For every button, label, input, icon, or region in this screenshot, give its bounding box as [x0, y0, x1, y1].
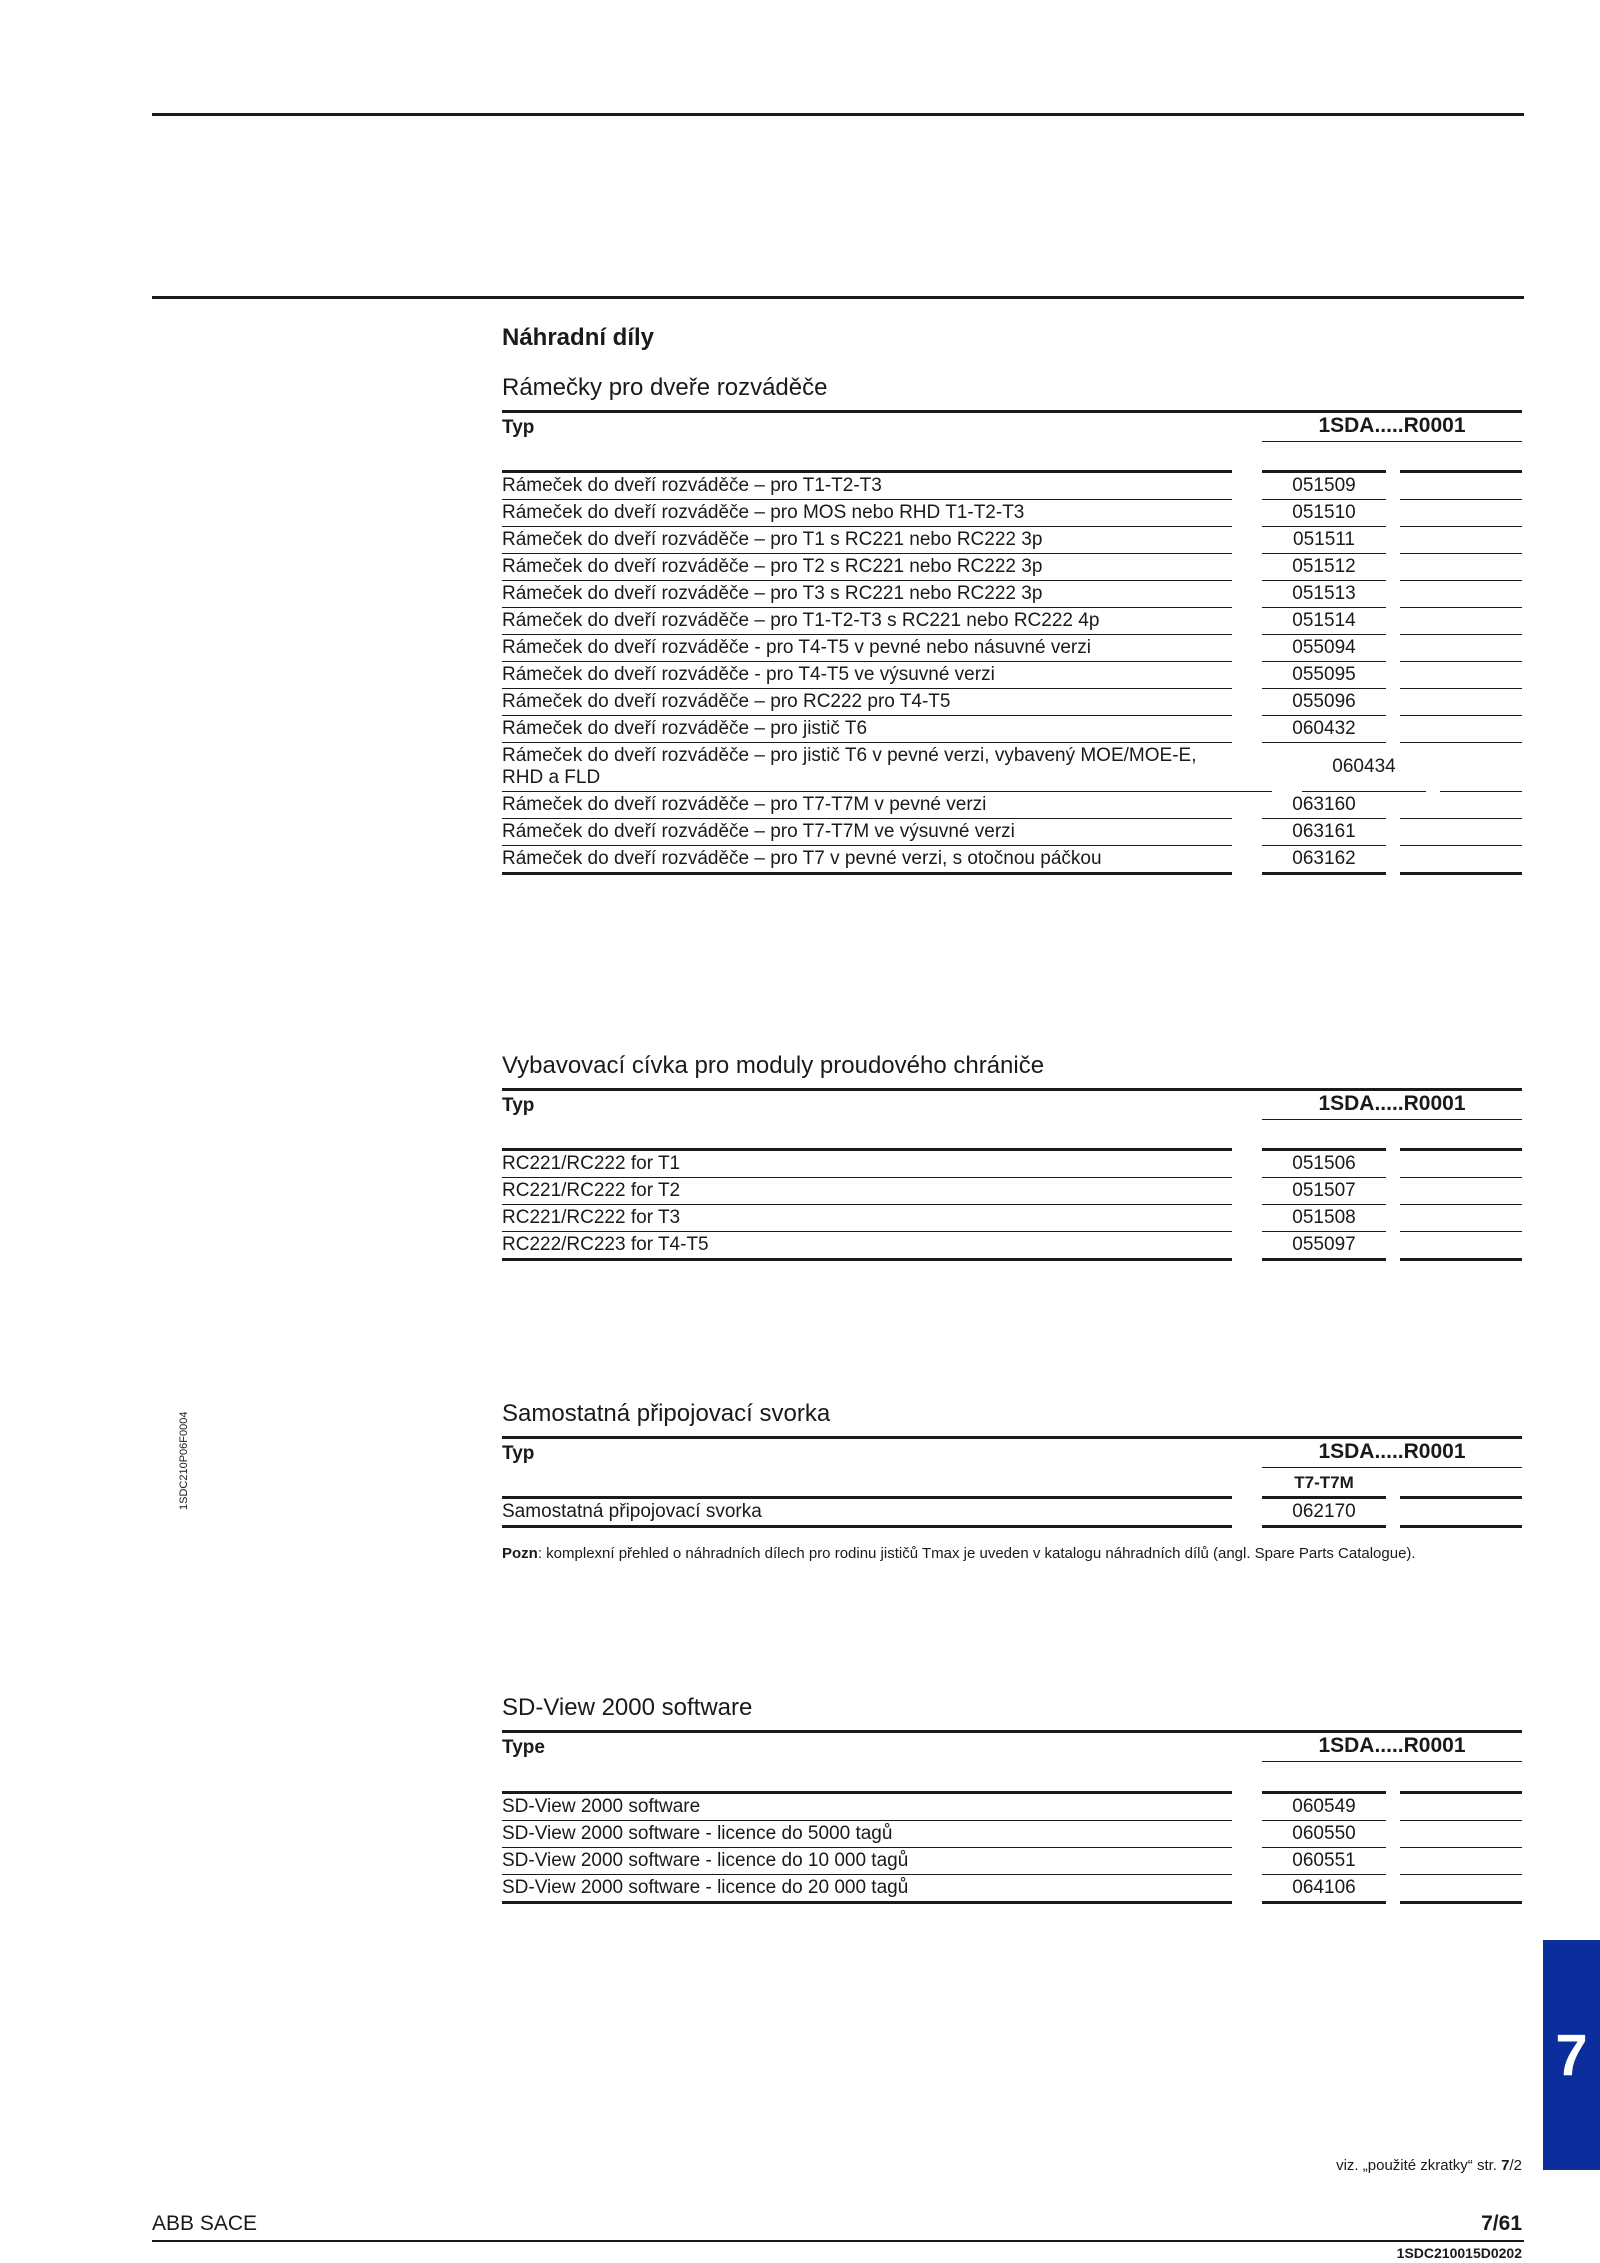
- row-description: Rámeček do dveří rozváděče – pro MOS nebo RHD T1-T2-T3: [502, 500, 1232, 527]
- row-code: 055095: [1262, 662, 1386, 689]
- table-row: [502, 689, 1522, 716]
- header-rule: [152, 296, 1524, 299]
- row-code: 055096: [1262, 689, 1386, 716]
- row-code: 064106: [1262, 1875, 1386, 1904]
- row-code: 051513: [1262, 581, 1386, 608]
- row-code: 051508: [1262, 1205, 1386, 1232]
- row-description: SD-View 2000 software: [502, 1791, 1232, 1821]
- row-code: 051514: [1262, 608, 1386, 635]
- row-code: 051509: [1262, 470, 1386, 500]
- row-code: 055094: [1262, 635, 1386, 662]
- row-description: Rámeček do dveří rozváděče – pro T3 s RC221 nebo RC222 3p: [502, 581, 1232, 608]
- table-row: [502, 581, 1522, 608]
- row-blank-cell: [1400, 1205, 1522, 1232]
- row-blank-cell: [1400, 500, 1522, 527]
- row-blank-cell: [1400, 1821, 1522, 1848]
- section-rule: [502, 1436, 1522, 1439]
- row-blank-cell: [1400, 1791, 1522, 1821]
- footer-rule: [152, 2240, 1524, 2242]
- row-code: 051512: [1262, 554, 1386, 581]
- table-row: [502, 662, 1522, 689]
- code-header: 1SDA.....R0001: [1262, 1440, 1522, 1468]
- table-row: [502, 635, 1522, 662]
- note-text: : komplexní přehled o náhradních dílech pro rodinu jističů Tmax je uveden v katalogu náhradních dílů (angl. Spare Parts Catalogue).: [537, 1545, 1416, 1562]
- section-rule: [502, 1088, 1522, 1091]
- row-description: SD-View 2000 software - licence do 20 000 tagů: [502, 1875, 1232, 1904]
- footer-page-number: 7/61: [1481, 2212, 1522, 2235]
- abbreviations-reference: [1336, 2157, 1522, 2174]
- table-row: [502, 1232, 1522, 1261]
- footer-doc-code: 1SDC210015D0202: [1396, 2245, 1522, 2261]
- row-description: SD-View 2000 software - licence do 10 000 tagů: [502, 1848, 1232, 1875]
- table-row: [502, 1205, 1522, 1232]
- row-blank-cell: [1400, 1232, 1522, 1261]
- table-row: [502, 1178, 1522, 1205]
- code-header: 1SDA.....R0001: [1262, 1734, 1522, 1762]
- table-row: [502, 819, 1522, 846]
- code-header: 1SDA.....R0001: [1262, 1092, 1522, 1120]
- table-row: [502, 792, 1522, 819]
- page-heading: Náhradní díly: [502, 324, 655, 351]
- row-blank-cell: [1400, 527, 1522, 554]
- door-frames-table: [502, 470, 1522, 875]
- table-row: [502, 554, 1522, 581]
- code-subheader: T7-T7M: [1294, 1473, 1354, 1492]
- row-description: Rámeček do dveří rozváděče – pro jistič T6 v pevné verzi, vybavený MOE/MOE-E, RHD a FLD: [502, 743, 1272, 792]
- ref-note-page-rest: /2: [1509, 2157, 1522, 2174]
- ref-note-page-bold: 7: [1501, 2157, 1510, 2174]
- row-description: RC221/RC222 for T1: [502, 1148, 1232, 1178]
- table-row: [502, 1875, 1522, 1904]
- row-code: 060549: [1262, 1791, 1386, 1821]
- row-description: Rámeček do dveří rozváděče – pro T1-T2-T3: [502, 470, 1232, 500]
- table-row: [502, 1148, 1522, 1178]
- table-row: [502, 1848, 1522, 1875]
- row-blank-cell: [1400, 819, 1522, 846]
- row-code: 063161: [1262, 819, 1386, 846]
- row-blank-cell: [1400, 1848, 1522, 1875]
- table-row: [502, 846, 1522, 875]
- ref-note-prefix: viz. „použité zkratky“ str.: [1336, 2157, 1502, 2174]
- table-row: [502, 1791, 1522, 1821]
- row-blank-cell: [1400, 470, 1522, 500]
- row-code: 051511: [1262, 527, 1386, 554]
- row-description: Rámeček do dveří rozváděče – pro RC222 pro T4-T5: [502, 689, 1232, 716]
- row-description: RC222/RC223 for T4-T5: [502, 1232, 1232, 1261]
- row-code: 051506: [1262, 1148, 1386, 1178]
- code-header: 1SDA.....R0001: [1262, 414, 1522, 442]
- row-blank-cell: [1400, 662, 1522, 689]
- row-description: Rámeček do dveří rozváděče - pro T4-T5 ve výsuvné verzi: [502, 662, 1232, 689]
- section-title-software: SD-View 2000 software: [502, 1694, 753, 1721]
- table-row: [502, 527, 1522, 554]
- row-code: 051510: [1262, 500, 1386, 527]
- row-description: Rámeček do dveří rozváděče – pro T7 v pevné verzi, s otočnou páčkou: [502, 846, 1232, 875]
- note-label: Pozn: [502, 1545, 538, 1562]
- row-code: 060550: [1262, 1821, 1386, 1848]
- row-description: Rámeček do dveří rozváděče – pro T2 s RC221 nebo RC222 3p: [502, 554, 1232, 581]
- row-blank-cell: [1400, 846, 1522, 875]
- row-description: SD-View 2000 software - licence do 5000 tagů: [502, 1821, 1232, 1848]
- type-label: Type: [502, 1737, 545, 1758]
- row-blank-cell: [1400, 1496, 1522, 1528]
- row-blank-cell: [1440, 743, 1522, 792]
- note: [502, 1545, 1416, 1562]
- row-blank-cell: [1400, 716, 1522, 743]
- row-code: 051507: [1262, 1178, 1386, 1205]
- table-row: [502, 743, 1522, 792]
- row-description: Rámeček do dveří rozváděče – pro T1 s RC221 nebo RC222 3p: [502, 527, 1232, 554]
- row-description: Rámeček do dveří rozváděče – pro jistič T6: [502, 716, 1232, 743]
- table-row: [502, 500, 1522, 527]
- row-blank-cell: [1400, 1178, 1522, 1205]
- row-code: 063162: [1262, 846, 1386, 875]
- table-row: [502, 470, 1522, 500]
- row-description: RC221/RC222 for T3: [502, 1205, 1232, 1232]
- row-description: Rámeček do dveří rozváděče – pro T7-T7M ve výsuvné verzi: [502, 819, 1232, 846]
- row-code: 060551: [1262, 1848, 1386, 1875]
- row-description: Rámeček do dveří rozváděče - pro T4-T5 v pevné nebo násuvné verzi: [502, 635, 1232, 662]
- table-row: [502, 1821, 1522, 1848]
- row-blank-cell: [1400, 792, 1522, 819]
- row-code: 062170: [1262, 1496, 1386, 1528]
- row-description: Rámeček do dveří rozváděče – pro T7-T7M v pevné verzi: [502, 792, 1232, 819]
- section-title-trip-coil: Vybavovací cívka pro moduly proudového chrániče: [502, 1052, 1045, 1079]
- table-row: [502, 608, 1522, 635]
- row-description: Rámeček do dveří rozváděče – pro T1-T2-T3 s RC221 nebo RC222 4p: [502, 608, 1232, 635]
- row-description: RC221/RC222 for T2: [502, 1178, 1232, 1205]
- table-row: [502, 716, 1522, 743]
- terminal-table: [502, 1496, 1522, 1528]
- row-description: Samostatná připojovací svorka: [502, 1496, 1232, 1528]
- row-blank-cell: [1400, 554, 1522, 581]
- footer-company: ABB SACE: [152, 2212, 258, 2235]
- software-table: [502, 1791, 1522, 1904]
- section-rule: [502, 1730, 1522, 1733]
- row-code: 063160: [1262, 792, 1386, 819]
- section-rule: [502, 410, 1522, 413]
- row-blank-cell: [1400, 635, 1522, 662]
- section-title-door-frames: Rámečky pro dveře rozváděče: [502, 374, 828, 401]
- trip-coil-table: [502, 1148, 1522, 1261]
- table-row: [502, 1496, 1522, 1528]
- type-label: Typ: [502, 1443, 535, 1464]
- type-label: Typ: [502, 417, 535, 438]
- top-rule: [152, 113, 1524, 116]
- row-blank-cell: [1400, 1875, 1522, 1904]
- row-blank-cell: [1400, 689, 1522, 716]
- row-blank-cell: [1400, 1148, 1522, 1178]
- row-code: 060432: [1262, 716, 1386, 743]
- row-code: 055097: [1262, 1232, 1386, 1261]
- row-code: 060434: [1302, 743, 1426, 792]
- section-title-terminal: Samostatná připojovací svorka: [502, 1400, 831, 1427]
- chapter-tab: 7: [1543, 1940, 1600, 2170]
- type-label: Typ: [502, 1095, 535, 1116]
- row-blank-cell: [1400, 608, 1522, 635]
- row-blank-cell: [1400, 581, 1522, 608]
- side-figure-code: 1SDC210P06F0004: [178, 1411, 190, 1510]
